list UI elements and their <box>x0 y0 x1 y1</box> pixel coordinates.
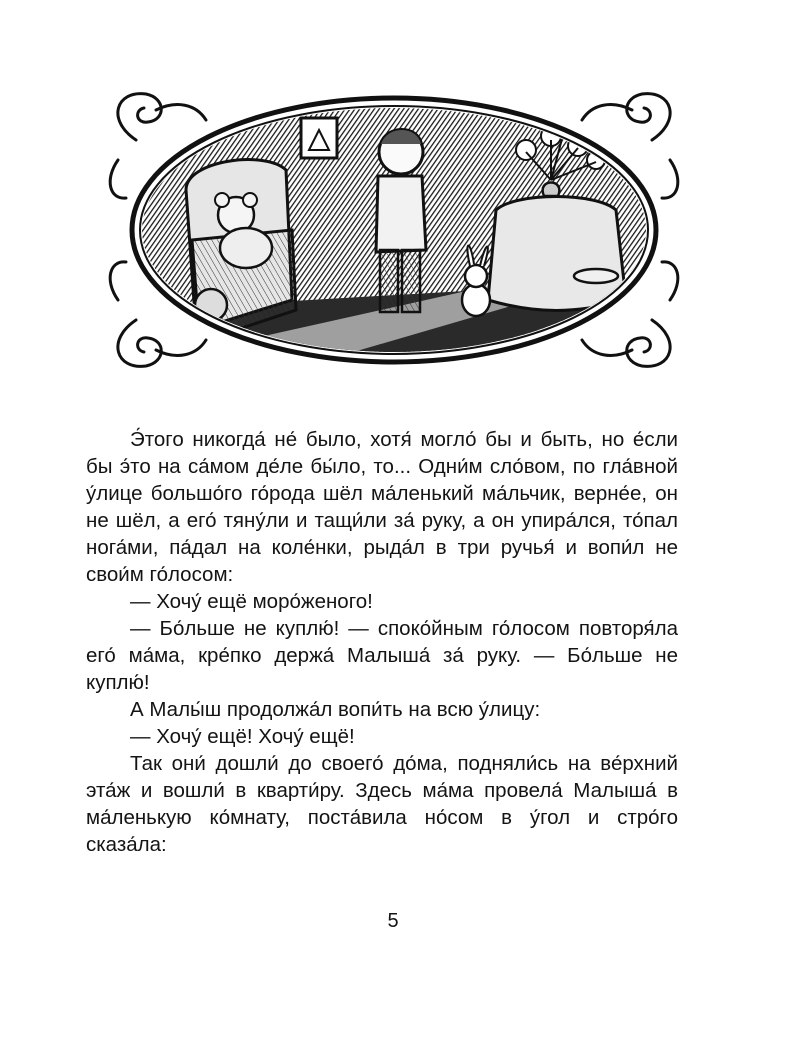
page-number: 5 <box>387 910 399 932</box>
paragraph: А Малы́ш продолжа́л вопи́ть на всю у́лицу: <box>130 698 541 721</box>
paragraph: Э́того никогда́ не́ было, хотя́ могло́ бы и быть, но е́сли бы э́то на са́мом де́ле бы́ло, то... Одни́м сло́вом, по гла́вной у́лице большо́го го́рода шёл ма́ленький ма́льчик, верне́е, он не шёл, а его́ тяну́ли и тащи́ли за́ руку, а он упира́лся, то́пал нога́ми, па́дал на коле́нки, рыда́л в три ручья́ и вопи́л не свои́м го́лосом: <box>86 428 678 586</box>
paragraph: — Хочу́ ещё! Хочу́ ещё! <box>130 725 355 748</box>
paragraph: — Хочу́ ещё моро́женого! <box>130 590 373 613</box>
paragraph: Так они́ дошли́ до своего́ до́ма, подняли́сь на ве́рхний эта́ж и вошли́ в кварти́ру. Здесь ма́ма провела́ Малыша́ в ма́ленькую ко́мнату, поста́вила но́сом в у́гол и стро́го сказа́ла: <box>86 752 678 856</box>
paragraph: — Бо́льше не куплю́! — споко́йным го́лосом повторя́ла его́ ма́ма, кре́пко держа́ Малыша́ за́ руку. — Бо́льше не куплю́! <box>86 617 678 694</box>
story-text <box>86 426 678 858</box>
book-illustration <box>96 80 692 380</box>
book-illustration-icon <box>96 80 692 380</box>
